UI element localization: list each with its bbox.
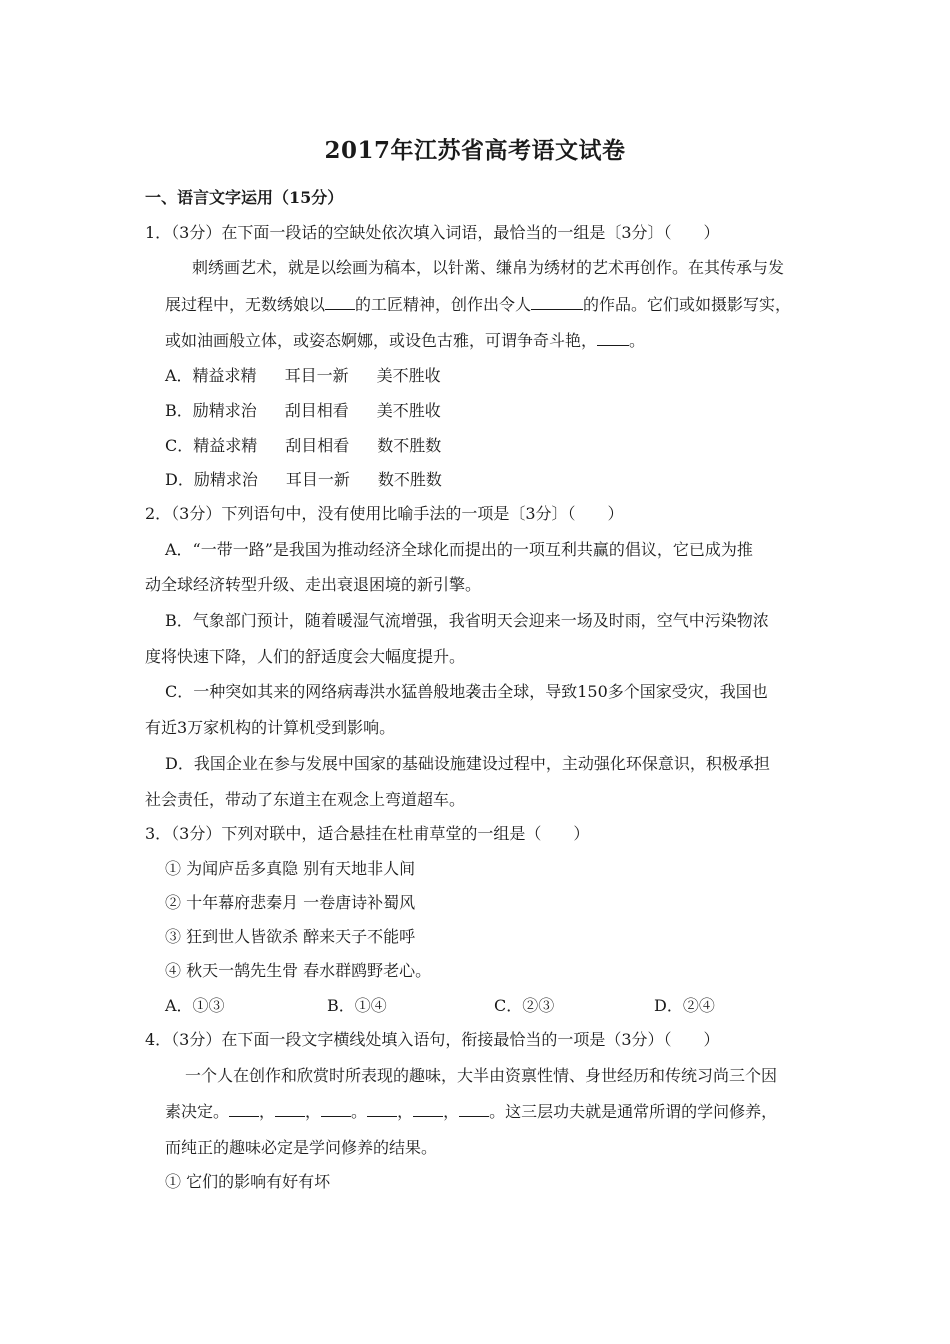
fill-blank xyxy=(275,1101,305,1117)
question-2-option-d-line-1: D．我国企业在参与发展中国家的基础设施建设过程中，主动强化环保意识，积极承担 xyxy=(165,754,770,773)
option-label: C．精益求精 xyxy=(165,436,258,455)
option-word: 刮目相看 xyxy=(284,401,349,420)
question-2-option-a-line-2: 动全球经济转型升级、走出衰退困境的新引擎。 xyxy=(145,575,482,594)
option-word: 美不胜收 xyxy=(376,366,441,385)
section-heading: 一、语言文字运用（15分） xyxy=(145,188,344,207)
question-4-item-1: ① 它们的影响有好有坏 xyxy=(165,1172,331,1191)
passage-text: 。 xyxy=(629,331,646,350)
option-word: 耳目一新 xyxy=(284,366,349,385)
fill-blank xyxy=(531,294,583,310)
question-2-option-c-line-1: C．一种突如其来的网络病毒洪水猛兽般地袭击全球，导致150多个国家受灾，我国也 xyxy=(165,682,768,701)
option-b: B．①④ xyxy=(327,996,387,1015)
question-1-option-d xyxy=(165,468,442,492)
question-2-option-d-line-2: 社会责任，带动了东道主在观念上弯道超车。 xyxy=(145,790,466,809)
option-label: A．精益求精 xyxy=(165,366,257,385)
passage-text: 素决定。 xyxy=(165,1102,230,1121)
question-2-option-b-line-2: 度将快速下降，人们的舒适度会大幅度提升。 xyxy=(145,647,466,666)
question-4-passage-line-2 xyxy=(165,1100,777,1124)
punctuation: ， xyxy=(397,1102,414,1121)
punctuation: ， xyxy=(443,1102,460,1121)
option-a: A．①③ xyxy=(165,996,225,1015)
question-4-passage-line-1: 一个人在创作和欣赏时所表现的趣味，大半由资禀性情、身世经历和传统习尚三个因 xyxy=(185,1066,778,1085)
punctuation: ， xyxy=(259,1102,276,1121)
question-1-option-c xyxy=(165,434,441,458)
question-4-stem: 4．（3分）在下面一段文字横线处填入语句，衔接最恰当的一项是（3分）（ ） xyxy=(145,1030,720,1049)
couplet-item-1: ① 为闻庐岳多真隐 别有天地非人间 xyxy=(165,859,416,878)
passage-text: 的工匠精神，创作出令人 xyxy=(355,295,532,314)
option-label: D．励精求治 xyxy=(165,470,258,489)
option-word: 数不胜数 xyxy=(377,436,442,455)
question-1-passage-line-1: 刺绣画艺术，就是以绘画为稿本，以针黹、缣帛为绣材的艺术再创作。在其传承与发 xyxy=(192,258,785,277)
couplet-item-4: ④ 秋天一鹄先生骨 春水群鸥野老心。 xyxy=(165,961,432,980)
passage-text: 的作品。它们或如摄影写实， xyxy=(583,295,792,314)
couplet-item-3: ③ 狂到世人皆欲杀 醉来天子不能呼 xyxy=(165,927,416,946)
fill-blank xyxy=(413,1101,443,1117)
question-1-option-a xyxy=(165,364,441,388)
question-1-passage-line-3 xyxy=(165,329,645,353)
question-2-option-b-line-1: B．气象部门预计，随着暖湿气流增强，我省明天会迎来一场及时雨，空气中污染物浓 xyxy=(165,611,769,630)
question-2-option-c-line-2: 有近3万家机构的计算机受到影响。 xyxy=(145,718,396,737)
option-word: 耳目一新 xyxy=(285,470,350,489)
question-3-stem: 3．（3分）下列对联中，适合悬挂在杜甫草堂的一组是（ ） xyxy=(145,824,590,843)
question-4-passage-line-3: 而纯正的趣味必定是学问修养的结果。 xyxy=(165,1138,438,1157)
fill-blank xyxy=(229,1101,259,1117)
question-1-stem: 1．（3分）在下面一段话的空缺处依次填入词语，最恰当的一组是〔3分〕（ ） xyxy=(145,223,720,242)
passage-text: 。这三层功夫就是通常所谓的学问修养， xyxy=(489,1102,778,1121)
question-2-option-a-line-1: A．“一带一路”是我国为推动经济全球化而提出的一项互利共赢的倡议，它已成为推 xyxy=(165,540,753,559)
question-2-stem: 2．（3分）下列语句中，没有使用比喻手法的一项是〔3分〕（ ） xyxy=(145,504,624,523)
option-word: 刮目相看 xyxy=(285,436,350,455)
question-1-passage-line-2 xyxy=(165,293,791,317)
option-d: D．②④ xyxy=(654,996,715,1015)
fill-blank xyxy=(459,1101,489,1117)
punctuation: ， xyxy=(305,1102,322,1121)
option-label: B．励精求治 xyxy=(165,401,257,420)
couplet-item-2: ② 十年幕府悲秦月 一卷唐诗补蜀风 xyxy=(165,893,416,912)
question-1-option-b xyxy=(165,399,441,423)
option-word: 数不胜数 xyxy=(377,470,442,489)
fill-blank xyxy=(597,330,629,346)
passage-text: 或如油画般立体，或姿态婀娜，或设色古雅，可谓争奇斗艳， xyxy=(165,331,598,350)
fill-blank xyxy=(321,1101,351,1117)
page-title: 2017年江苏省高考语文试卷 xyxy=(324,137,626,164)
fill-blank xyxy=(325,294,355,310)
passage-text: 展过程中，无数绣娘以 xyxy=(165,295,326,314)
option-word: 美不胜收 xyxy=(376,401,441,420)
option-c: C．②③ xyxy=(494,996,555,1015)
punctuation: 。 xyxy=(351,1102,368,1121)
fill-blank xyxy=(367,1101,397,1117)
